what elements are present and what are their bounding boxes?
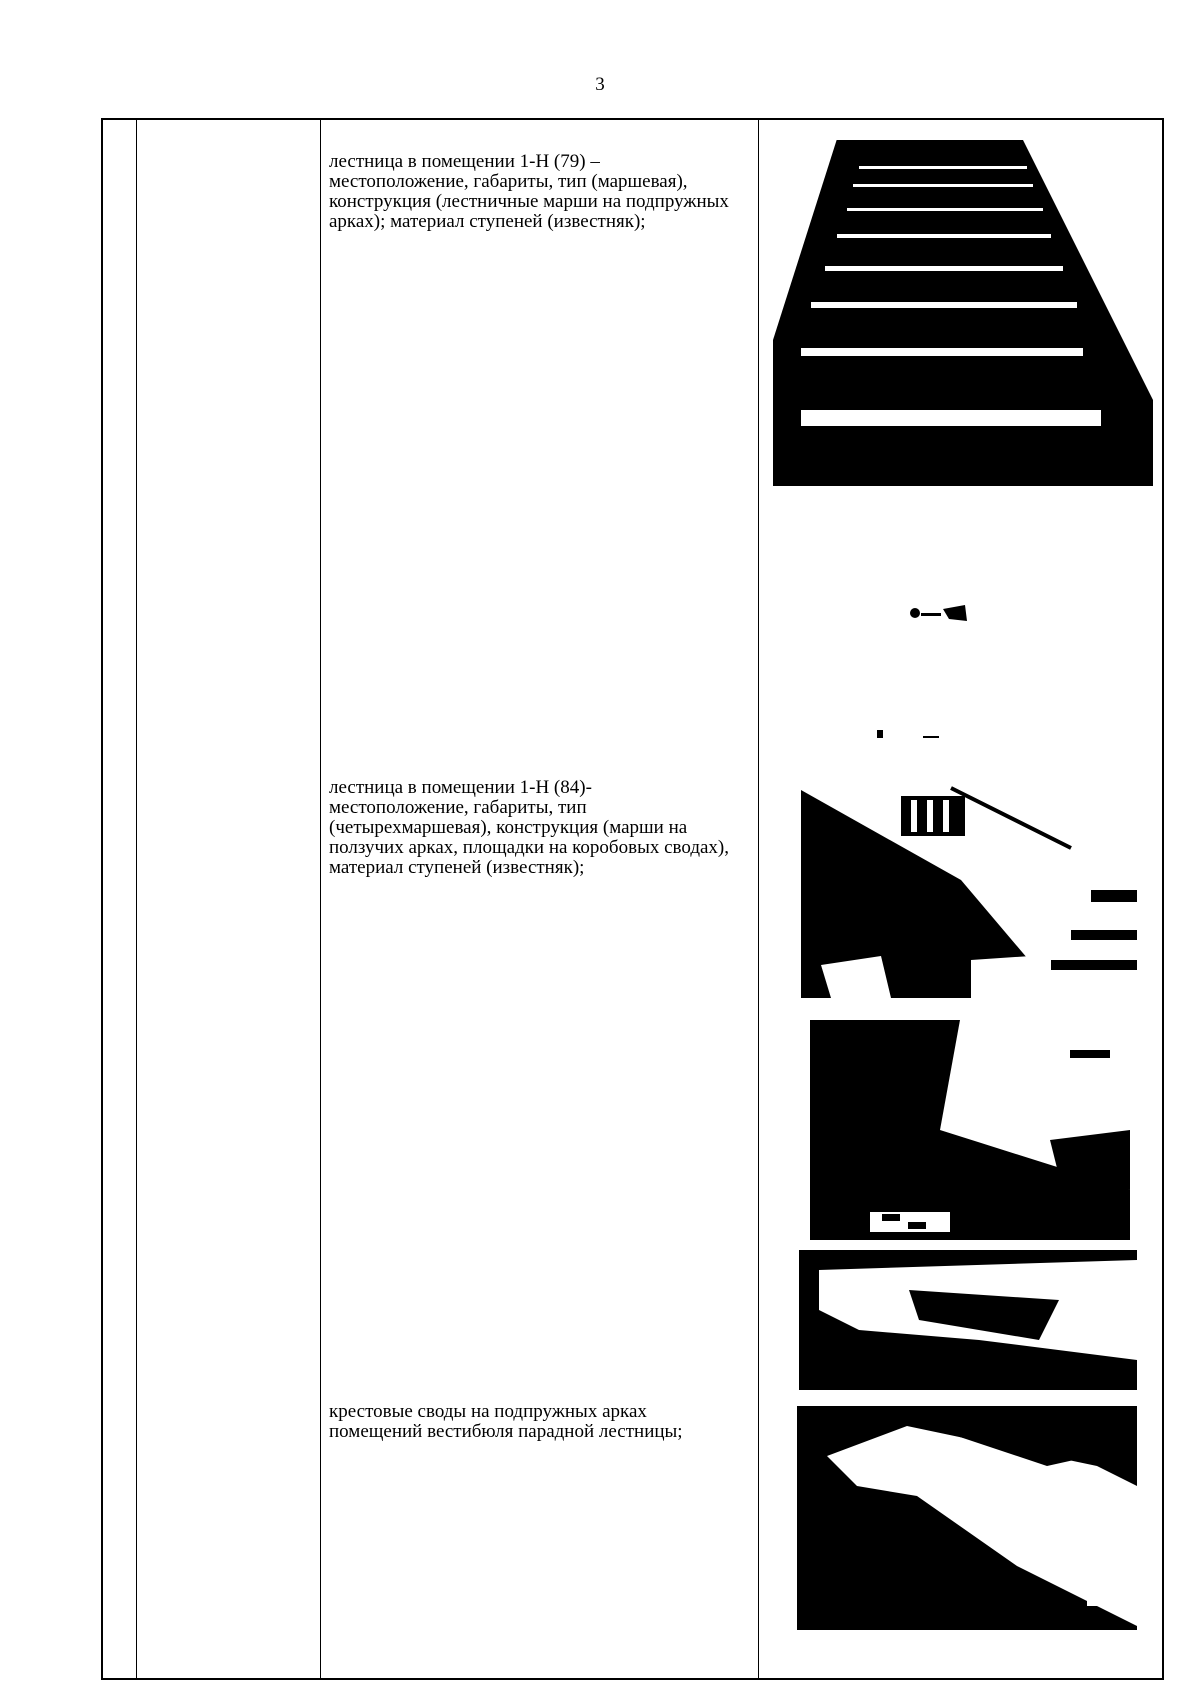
photo-artifact-icon (909, 605, 969, 625)
page-number: 3 (595, 74, 605, 95)
cross-vault-photo-icon (797, 1406, 1137, 1630)
four-flight-staircase-photo-icon (801, 760, 1137, 998)
vault-photo-icon (799, 1250, 1137, 1390)
column-divider (758, 120, 759, 1678)
row-1-description: лестница в помещении 1-Н (79) – местоположение, габариты, тип (маршевая), конструкция (лестничные марши на подпружных арках); материал ступеней (известняк); (329, 151, 729, 232)
staircase-photo-icon (773, 120, 1153, 486)
staircase-landing-photo-icon (810, 1020, 1130, 1240)
document-table (101, 118, 1164, 1680)
column-divider (320, 120, 321, 1678)
photo-artifact-icon (877, 728, 947, 740)
column-divider (136, 120, 137, 1678)
row-2-description: лестница в помещении 1-Н (84)- местоположение, габариты, тип (четырехмаршевая), конструкция (марши на ползучих арках, площадки на коробовых сводах), материал ступеней (известняк); (329, 777, 729, 878)
row-3-description: крестовые своды на подпружных арках помещений вестибюля парадной лестницы; (329, 1401, 683, 1442)
